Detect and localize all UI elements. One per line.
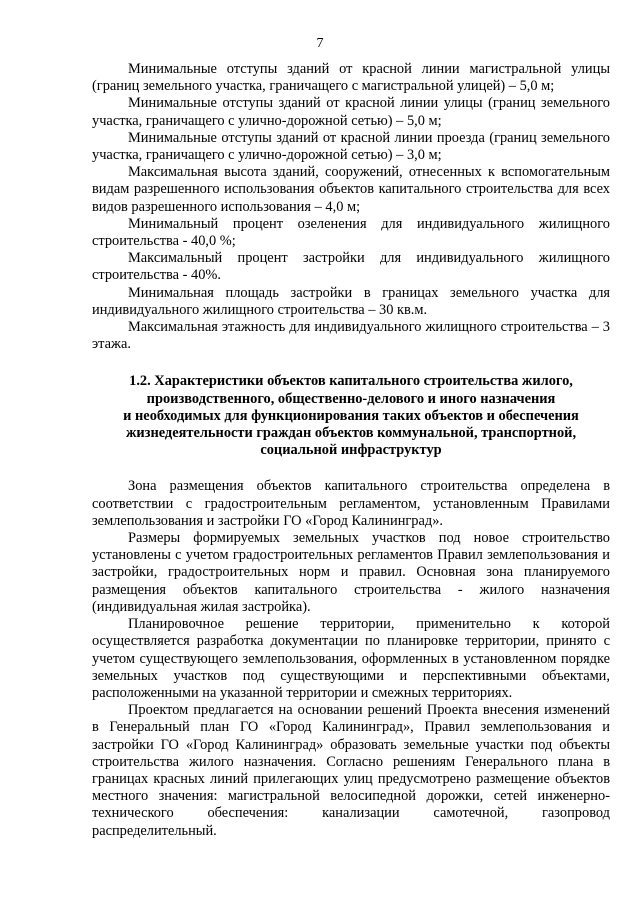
section-heading-line: социальной инфраструктур [260, 442, 442, 459]
paragraph-min-building-area: Минимальная площадь застройки в границах земельного участка для индивидуального жилищного строительства – 30 кв.м. [92, 284, 610, 318]
section-heading-line: производственного, общественно-делового и иного назначения [146, 390, 556, 407]
page-number: 7 [316, 36, 324, 51]
paragraph-setback-arterial-street: Минимальные отступы зданий от красной линии магистральной улицы (границ земельного участка, граничащего с магистральной улицей) – 5,0 м; [92, 61, 610, 95]
page-content [92, 61, 610, 840]
paragraph-max-floors: Максимальная этажность для индивидуального жилищного строительства – 3 этажа. [92, 319, 610, 353]
paragraph-setback-driveway: Минимальные отступы зданий от красной линии проезда (границ земельного участка, граничащего с улично-дорожной сетью) – 3,0 м; [92, 129, 610, 164]
paragraph-max-building-percent: Максимальный процент застройки для индивидуального жилищного строительства - 40%. [92, 250, 610, 284]
paragraph-min-greenery: Минимальный процент озеленения для индивидуального жилищного строительства - 40,0 %; [92, 215, 610, 250]
section-heading-line: жизнедеятельности граждан объектов коммунальной, транспортной, [125, 425, 577, 442]
section-heading-line: и необходимых для функционирования таких объектов и обеспечения [123, 407, 579, 424]
paragraph-plot-sizes: Размеры формируемых земельных участков под новое строительство установлены с учетом градостроительных регламентов Правил землепользования и застройки, градостроительных норм и правил. Основная зона планируемого размещения объектов капитального строительства - жилого назначения (индивидуальная жилая застройка). [92, 530, 610, 615]
section-heading [92, 373, 610, 459]
paragraph-planning-decision: Планировочное решение территории, применительно к которой осуществляется разработка документации по планировке территории, принято с учетом существующего землепользования, оформленных в установленном порядке земельных участков под существующими и перспективными объектами, расположенными на указанной территории и смежных территориях. [92, 616, 610, 701]
paragraph-setback-street: Минимальные отступы зданий от красной линии улицы (границ земельного участка, граничащего с улично-дорожной сетью) – 5,0 м; [92, 95, 610, 129]
paragraph-zone-placement: Зона размещения объектов капитального строительства определена в соответствии с градостроительным регламентом, установленным Правилами землепользования и застройки ГО «Город Калининград». [92, 478, 610, 529]
paragraph-project-proposal: Проектом предлагается на основании решений Проекта внесения изменений в Генеральный план ГО «Город Калининград», Правил землепользования и застройки ГО «Город Калининград» образовать земельные участки под объекты строительства жилого назначения. Согласно решениям Генерального плана в границах красных линий прилегающих улиц предусмотрено размещение объектов местного значения: магистральной велосипедной дорожки, сетей инженерно-технического обеспечения: канализации самотечной, газопровод распределительный. [92, 702, 610, 839]
paragraph-max-height: Максимальная высота зданий, сооружений, отнесенных к вспомогательным видам разрешенного использования объектов капитального строительства для всех видов разрешенного использования – 4,0 м; [92, 164, 610, 215]
section-heading-line: 1.2. Характеристики объектов капитального строительства жилого, [129, 373, 573, 390]
